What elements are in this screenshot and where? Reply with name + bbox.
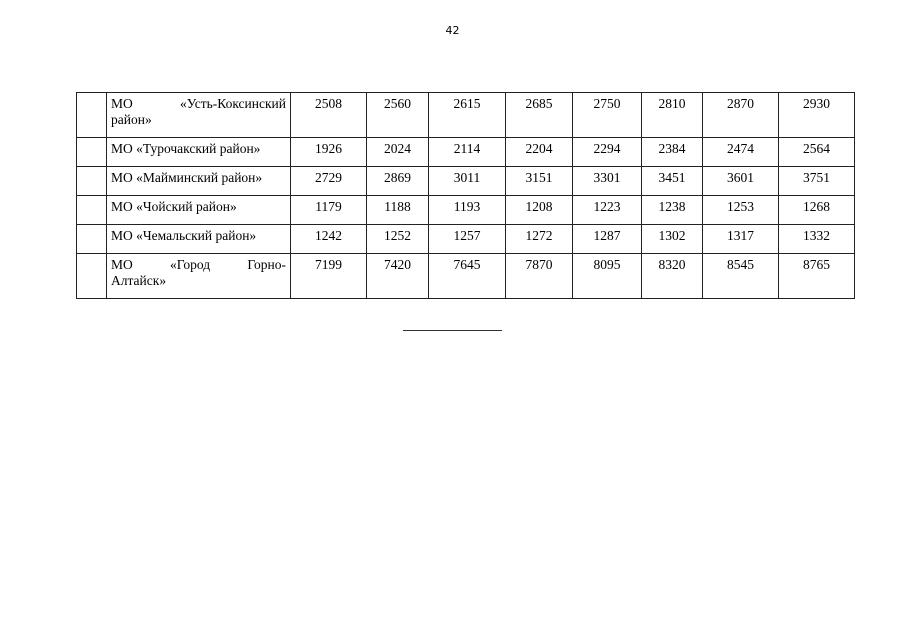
value-cell: 7199 [291, 254, 367, 299]
municipality-name-line1: МО «Город Горно- [111, 257, 286, 272]
value-cell: 2869 [367, 167, 429, 196]
value-cell: 1193 [429, 196, 506, 225]
value-cell: 1302 [642, 225, 703, 254]
index-cell [77, 196, 107, 225]
value-cell: 2750 [573, 93, 642, 138]
divider-line [403, 330, 502, 331]
municipality-name-line1: МО «Чойский район» [111, 199, 237, 214]
value-cell: 3451 [642, 167, 703, 196]
value-cell: 1332 [779, 225, 855, 254]
value-cell: 1287 [573, 225, 642, 254]
value-cell: 2685 [506, 93, 573, 138]
value-cell: 1179 [291, 196, 367, 225]
value-cell: 8545 [703, 254, 779, 299]
index-cell [77, 225, 107, 254]
value-cell: 2294 [573, 138, 642, 167]
municipality-name-line1: МО «Усть-Коксинский [111, 96, 286, 111]
value-cell: 8320 [642, 254, 703, 299]
value-cell: 2474 [703, 138, 779, 167]
value-cell: 2810 [642, 93, 703, 138]
value-cell: 3151 [506, 167, 573, 196]
value-cell: 3301 [573, 167, 642, 196]
table-row [77, 254, 855, 299]
value-cell: 1208 [506, 196, 573, 225]
value-cell: 7645 [429, 254, 506, 299]
value-cell: 8765 [779, 254, 855, 299]
value-cell: 2508 [291, 93, 367, 138]
value-cell: 1253 [703, 196, 779, 225]
value-cell: 1268 [779, 196, 855, 225]
value-cell: 2930 [779, 93, 855, 138]
index-cell [77, 93, 107, 138]
index-cell [77, 254, 107, 299]
municipality-name-line1: МО «Чемальский район» [111, 228, 257, 243]
table-row [77, 225, 855, 254]
value-cell: 2564 [779, 138, 855, 167]
value-cell: 2870 [703, 93, 779, 138]
table-row [77, 138, 855, 167]
data-table [76, 92, 855, 299]
municipality-name-cell [107, 196, 291, 225]
table-row [77, 196, 855, 225]
value-cell: 3751 [779, 167, 855, 196]
value-cell: 2615 [429, 93, 506, 138]
value-cell: 1257 [429, 225, 506, 254]
value-cell: 2729 [291, 167, 367, 196]
municipality-name-line1: МО «Турочакский район» [111, 141, 261, 156]
value-cell: 1926 [291, 138, 367, 167]
value-cell: 2560 [367, 93, 429, 138]
value-cell: 1188 [367, 196, 429, 225]
municipality-name-cell [107, 225, 291, 254]
value-cell: 3601 [703, 167, 779, 196]
table-row [77, 93, 855, 138]
municipality-name-line1: МО «Майминский район» [111, 170, 263, 185]
value-cell: 8095 [573, 254, 642, 299]
value-cell: 1242 [291, 225, 367, 254]
page-number: 42 [445, 24, 460, 37]
index-cell [77, 167, 107, 196]
municipality-name-cell [107, 254, 291, 299]
value-cell: 1317 [703, 225, 779, 254]
value-cell: 1223 [573, 196, 642, 225]
value-cell: 7870 [506, 254, 573, 299]
value-cell: 1238 [642, 196, 703, 225]
municipality-name-cell [107, 167, 291, 196]
value-cell: 7420 [367, 254, 429, 299]
value-cell: 2024 [367, 138, 429, 167]
municipality-name-cell [107, 138, 291, 167]
index-cell [77, 138, 107, 167]
municipality-name-line2: район» [111, 112, 152, 127]
value-cell: 2114 [429, 138, 506, 167]
value-cell: 2384 [642, 138, 703, 167]
municipality-name-cell [107, 93, 291, 138]
municipality-name-line2: Алтайск» [111, 273, 167, 288]
value-cell: 1272 [506, 225, 573, 254]
value-cell: 2204 [506, 138, 573, 167]
table-row [77, 167, 855, 196]
value-cell: 1252 [367, 225, 429, 254]
value-cell: 3011 [429, 167, 506, 196]
